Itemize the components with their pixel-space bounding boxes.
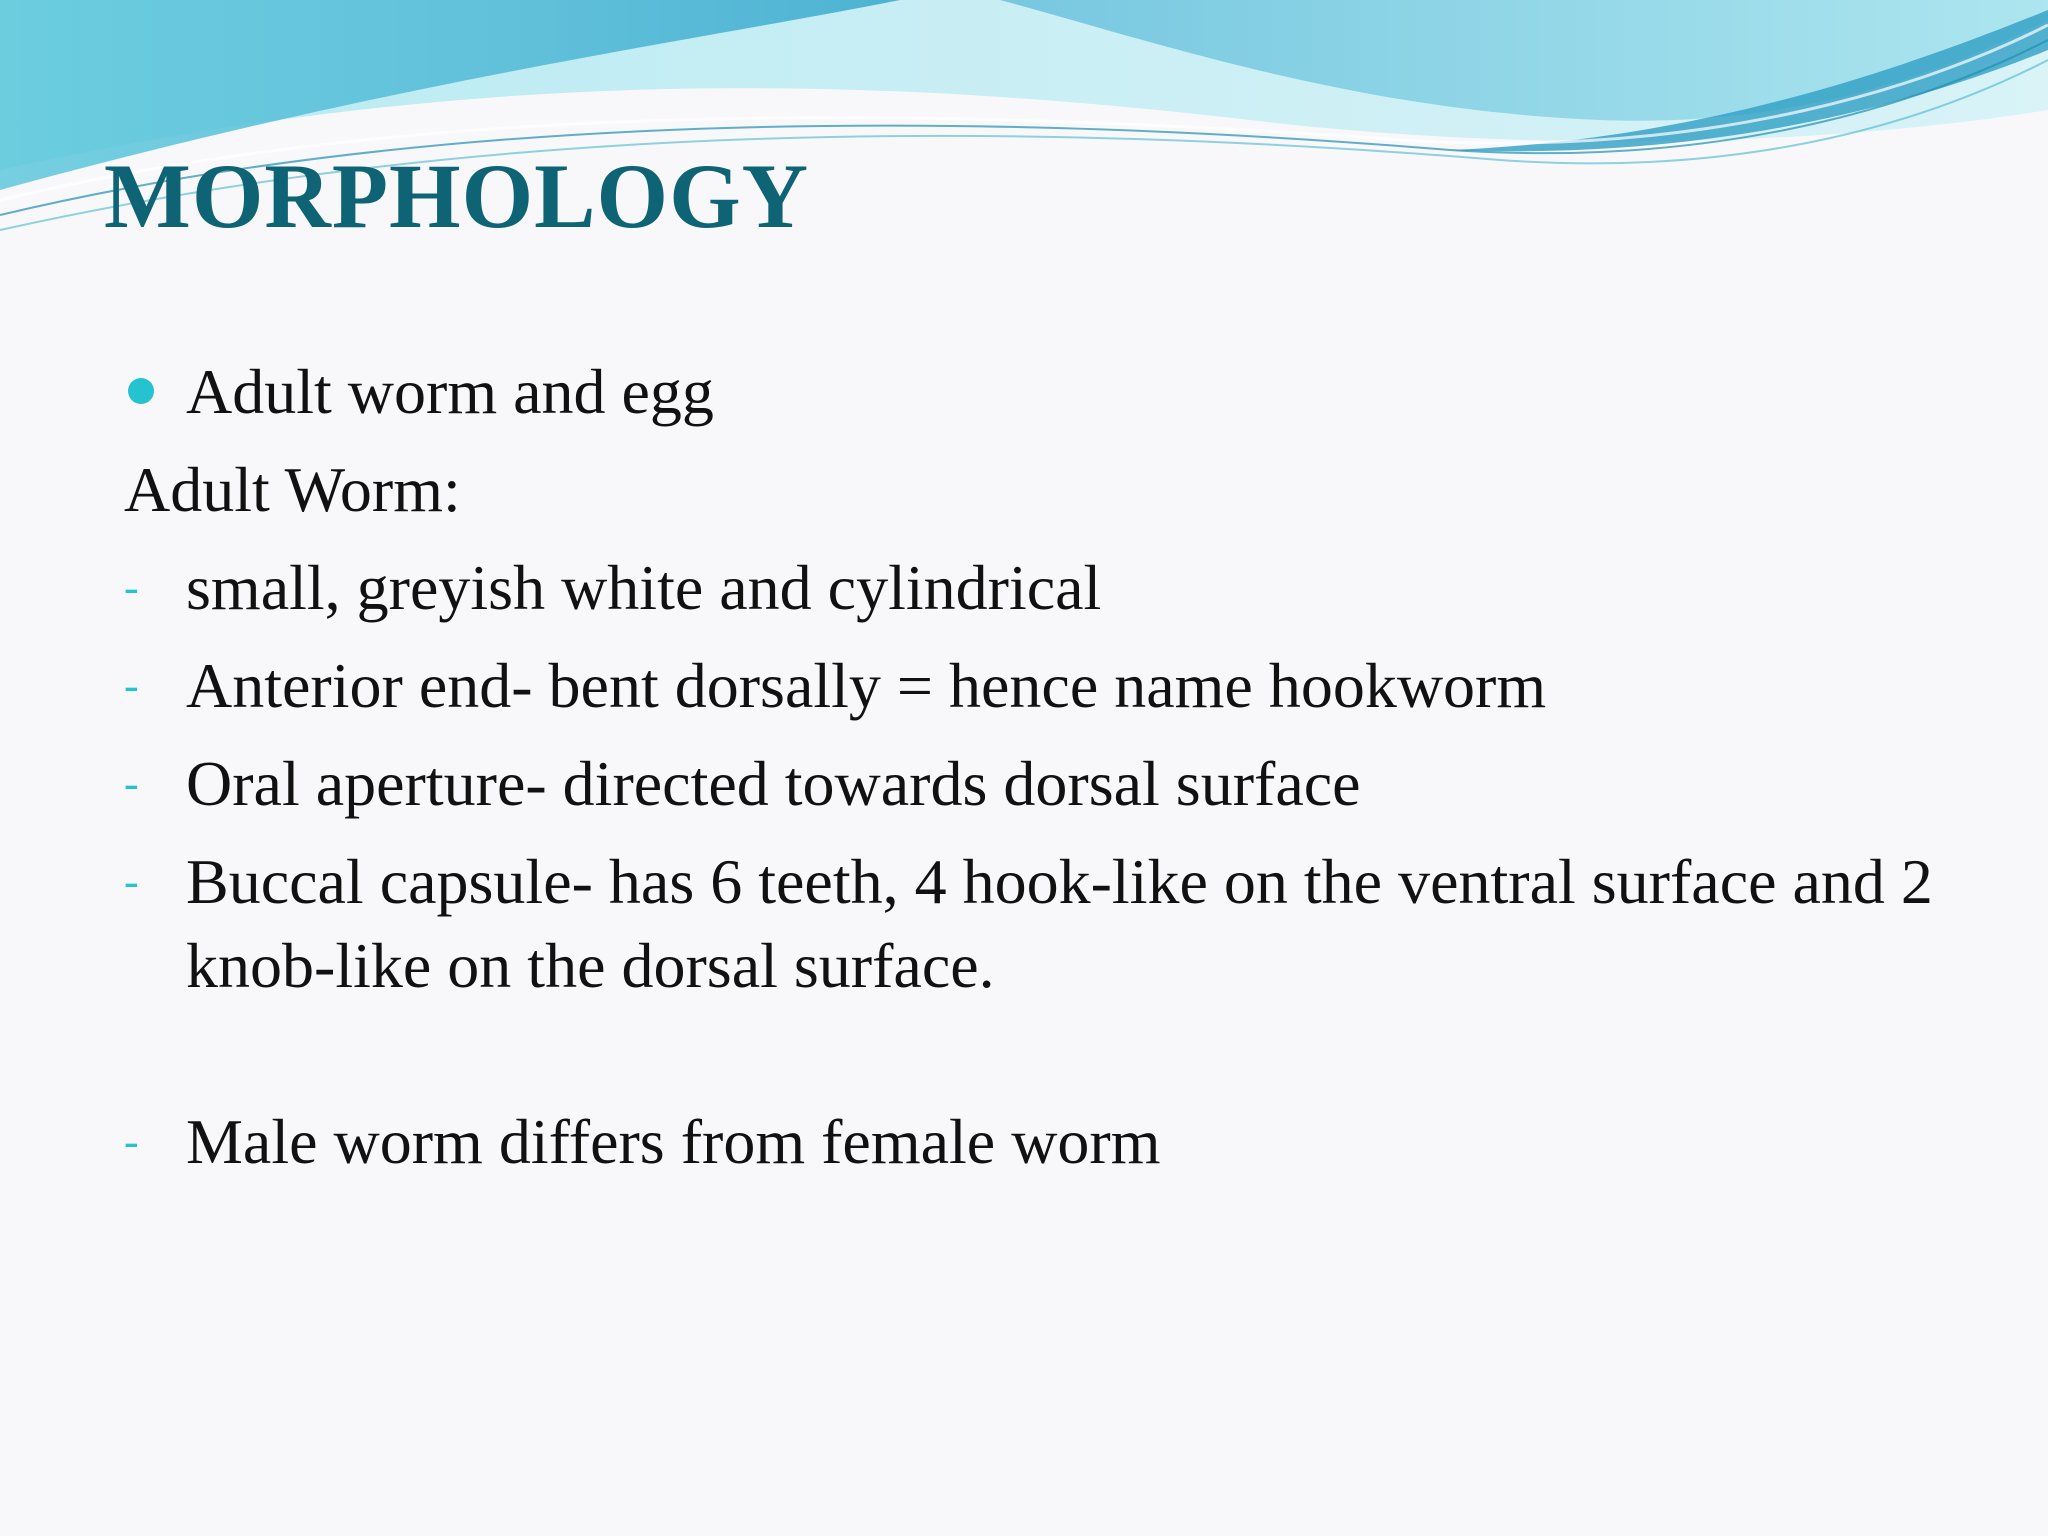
circle-bullet-icon [128, 378, 154, 404]
dash-item [122, 840, 1962, 1008]
dash-marker [122, 840, 172, 924]
bullet-text: Adult worm and egg [186, 356, 714, 427]
dash-item-text: Male worm differs from female worm [186, 1106, 1161, 1177]
dash-icon: - [124, 661, 139, 710]
dash-item-text: Anterior end- bent dorsally = hence name hookworm [186, 650, 1547, 721]
dash-item [122, 644, 1962, 728]
dash-marker [122, 644, 172, 728]
bullet-item [122, 350, 1962, 434]
dash-item [122, 546, 1962, 630]
subheading-text: Adult Worm: [124, 454, 461, 525]
dash-marker [122, 1100, 172, 1184]
slide-content [122, 350, 1962, 1184]
subheading [122, 448, 1962, 532]
dash-icon: - [124, 759, 139, 808]
dash-item-text: small, greyish white and cylindrical [186, 552, 1102, 623]
dash-item [122, 1100, 1962, 1184]
slide-title: MORPHOLOGY [104, 145, 810, 247]
dash-item-text: Oral aperture- directed towards dorsal surface [186, 748, 1361, 819]
dash-icon: - [124, 563, 139, 612]
dash-icon: - [124, 1117, 139, 1166]
dash-marker [122, 546, 172, 630]
dash-item-text: Buccal capsule- has 6 teeth, 4 hook-like on the ventral surface and 2 knob-like on the dorsal surface. [186, 846, 1933, 1001]
dash-item [122, 742, 1962, 826]
bullet-marker [122, 350, 172, 404]
dash-marker [122, 742, 172, 826]
dash-icon: - [124, 857, 139, 906]
